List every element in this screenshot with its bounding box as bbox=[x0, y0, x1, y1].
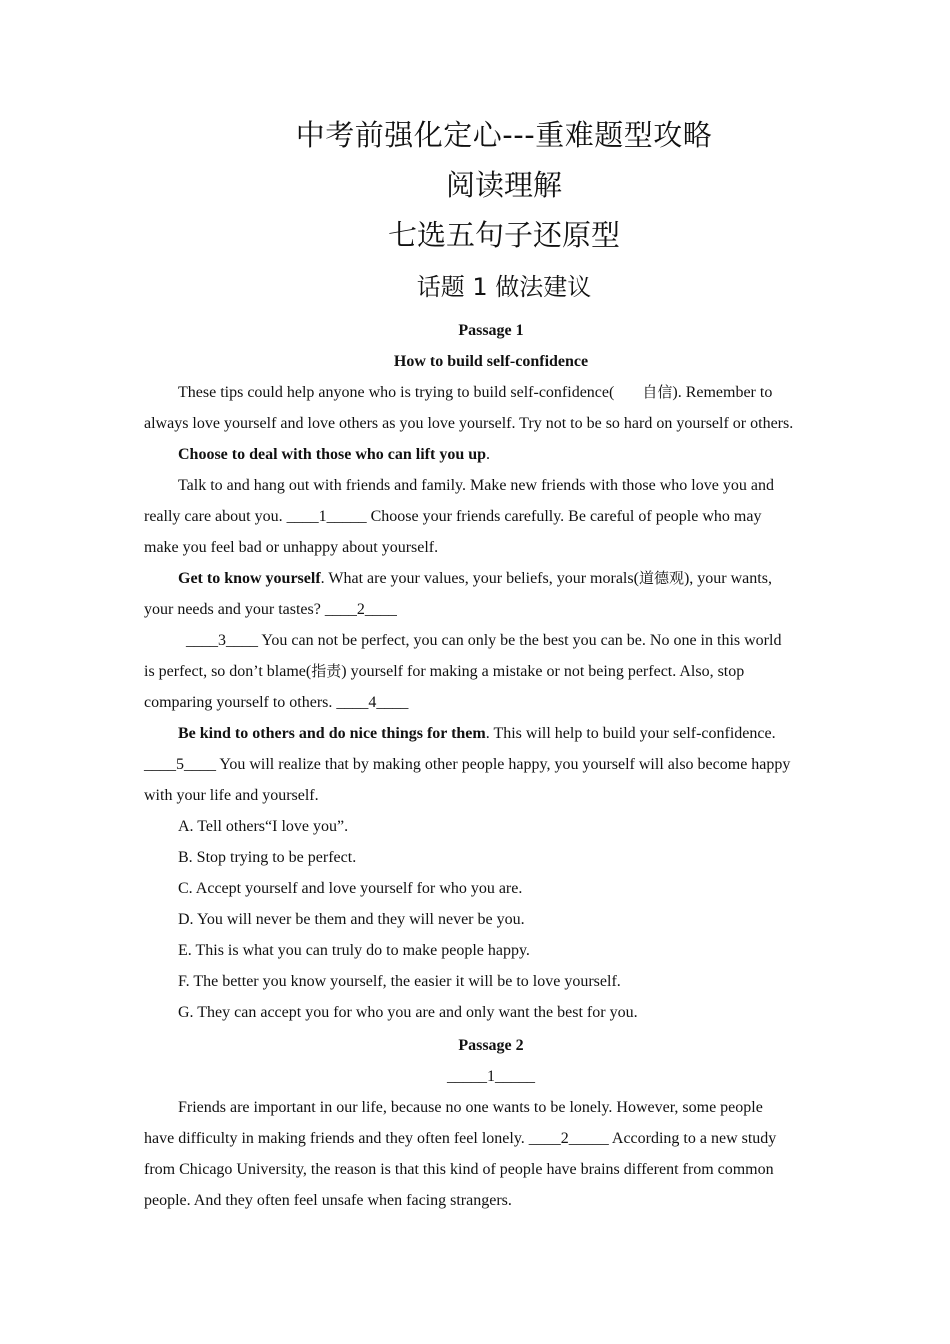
passage1-para4-line2 bbox=[144, 656, 844, 687]
text-span: ) yourself for making a mistake or not being perfect. Also, stop bbox=[341, 663, 745, 680]
text-span: is perfect, so don’t blame( bbox=[144, 663, 312, 680]
text-span: really care about you. bbox=[144, 508, 287, 525]
tip3-heading: Be kind to others and do nice things for them bbox=[178, 725, 486, 742]
blank-1: ____1_____ bbox=[286, 508, 367, 525]
tip1-heading: Choose to deal with those who can lift you up bbox=[178, 446, 487, 463]
tip2-heading: Get to know yourself bbox=[178, 570, 321, 587]
option-d: D. You will never be them and they will never be you. bbox=[178, 911, 525, 928]
text-span: ). Remember to bbox=[672, 384, 773, 401]
blank-3: ____3____ bbox=[186, 632, 258, 649]
passage2-para1-line2 bbox=[144, 1123, 844, 1154]
passage1-heading: Passage 1 bbox=[458, 322, 524, 339]
passage1-para3-line1 bbox=[178, 563, 878, 594]
chinese-gloss: 指责 bbox=[311, 662, 342, 680]
option-a: A. Tell others“I love you”. bbox=[178, 818, 349, 835]
text-span: have difficulty in making friends and they often feel lonely. bbox=[144, 1130, 529, 1147]
passage1-para3-line2 bbox=[144, 594, 844, 625]
text-span: . bbox=[486, 446, 491, 463]
text-span: Choose your friends carefully. Be careful of people who may bbox=[366, 508, 762, 525]
passage1-title: How to build self-confidence bbox=[393, 353, 589, 370]
text-span: . What are your values, your beliefs, your morals( bbox=[320, 570, 639, 587]
passage2-para1-line1: Friends are important in our life, because no one wants to be lonely. However, some people bbox=[178, 1099, 763, 1116]
passage1-para1-line2: always love yourself and love others as you love yourself. Try not to be so hard on yourself or others. bbox=[144, 415, 794, 432]
chinese-gloss: 道德观 bbox=[638, 569, 684, 587]
passage1-para5-line2 bbox=[144, 749, 844, 780]
text-span: According to a new study bbox=[608, 1130, 777, 1147]
section-title: 阅读理解 bbox=[445, 168, 562, 202]
passage1-para4-line3 bbox=[144, 687, 844, 718]
text-span: ), your wants, bbox=[683, 570, 772, 587]
text-span: your needs and your tastes? bbox=[144, 601, 325, 618]
question-type-title: 七选五句子还原型 bbox=[387, 218, 620, 252]
option-b: B. Stop trying to be perfect. bbox=[178, 849, 357, 866]
passage2-para1-line4: people. And they often feel unsafe when facing strangers. bbox=[144, 1192, 512, 1209]
passage1-para2-line1: Talk to and hang out with friends and family. Make new friends with those who love you and bbox=[178, 477, 774, 494]
text-span: . This will help to build your self-confidence. bbox=[485, 725, 776, 742]
text-span: comparing yourself to others. bbox=[144, 694, 337, 711]
passage1-para1-line1 bbox=[178, 377, 878, 408]
option-e: E. This is what you can truly do to make people happy. bbox=[178, 942, 530, 959]
passage2-heading: Passage 2 bbox=[458, 1037, 524, 1054]
chinese-gloss: 自信 bbox=[642, 383, 673, 401]
option-c: C. Accept yourself and love yourself for who you are. bbox=[178, 880, 523, 897]
option-f: F. The better you know yourself, the easier it will be to love yourself. bbox=[178, 973, 621, 990]
option-g: G. They can accept you for who you are and only want the best for you. bbox=[178, 1004, 638, 1021]
passage2-para1-line3: from Chicago University, the reason is that this kind of people have brains different from common bbox=[144, 1161, 774, 1178]
blank-2: ____2____ bbox=[324, 601, 397, 618]
passage1-para2-line2 bbox=[144, 501, 844, 532]
blank-4: ____4____ bbox=[336, 694, 409, 711]
text-span: You can not be perfect, you can only be the best you can be. No one in this world bbox=[258, 632, 782, 649]
tip1-line bbox=[178, 439, 878, 470]
blank-5: ____5____ bbox=[144, 756, 216, 773]
passage1-para4-line1 bbox=[186, 625, 886, 656]
text-span: You will realize that by making other people happy, you yourself will also become happy bbox=[216, 756, 791, 773]
topic-title: 话题 1 做法建议 bbox=[416, 273, 592, 301]
passage1-para5-line3: with your life and yourself. bbox=[144, 787, 319, 804]
document-title: 中考前强化定心---重难题型攻略 bbox=[295, 118, 713, 152]
blank-2: ____2_____ bbox=[528, 1130, 609, 1147]
passage1-para2-line3: make you feel bad or unhappy about yourself. bbox=[144, 539, 439, 556]
passage2-title-blank: _____1_____ bbox=[447, 1068, 535, 1085]
text-span: These tips could help anyone who is trying to build self-confidence( bbox=[178, 384, 615, 401]
passage1-para5-line1 bbox=[178, 718, 878, 749]
